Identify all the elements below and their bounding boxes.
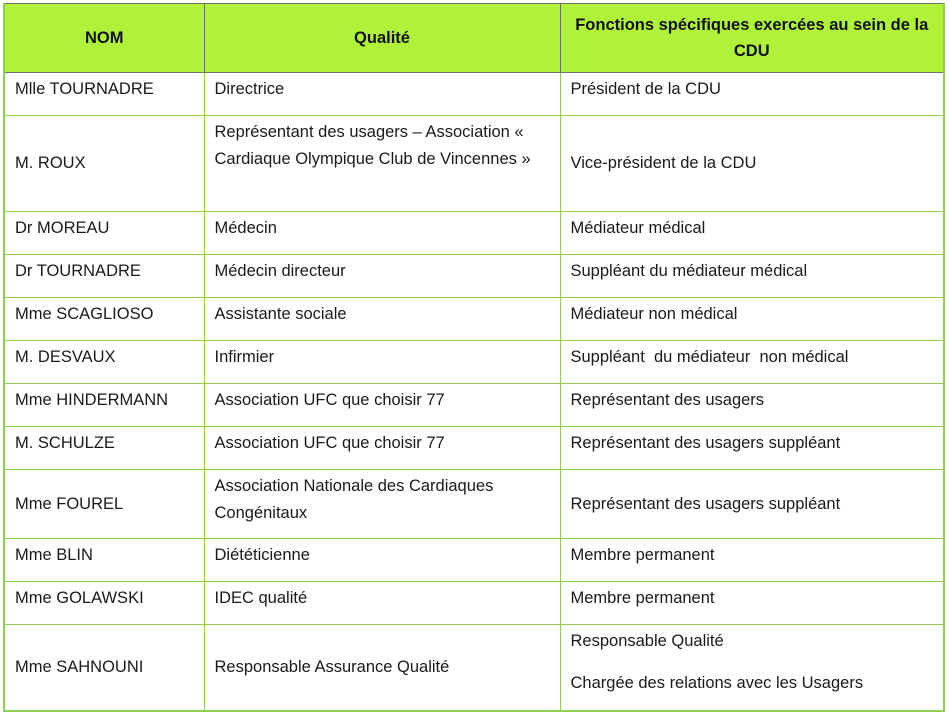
cell-qualite: Représentant des usagers – Association « Cardiaque Olympique Club de Vincennes » bbox=[204, 116, 560, 212]
cell-nom: M. SCHULZE bbox=[4, 427, 204, 470]
table-header-row bbox=[4, 4, 944, 73]
cell-nom: Mlle TOURNADRE bbox=[4, 73, 204, 116]
cell-nom: Mme FOUREL bbox=[4, 470, 204, 539]
table-row bbox=[4, 255, 944, 298]
table-row bbox=[4, 625, 944, 711]
cell-qualite: Responsable Assurance Qualité bbox=[204, 625, 560, 711]
cell-qualite: Médecin bbox=[204, 212, 560, 255]
cell-fonction: Suppléant du médiateur non médical bbox=[560, 341, 944, 384]
cell-qualite: Association UFC que choisir 77 bbox=[204, 384, 560, 427]
cell-fonction bbox=[560, 625, 944, 711]
table-row bbox=[4, 427, 944, 470]
cell-nom: M. ROUX bbox=[4, 116, 204, 212]
cell-nom: M. DESVAUX bbox=[4, 341, 204, 384]
cell-fonction: Médiateur non médical bbox=[560, 298, 944, 341]
cell-nom: Dr TOURNADRE bbox=[4, 255, 204, 298]
table-row bbox=[4, 116, 944, 212]
cell-fonction: Suppléant du médiateur médical bbox=[560, 255, 944, 298]
header-fonctions: Fonctions spécifiques exercées au sein de la CDU bbox=[560, 4, 944, 73]
cell-nom: Mme SCAGLIOSO bbox=[4, 298, 204, 341]
cell-nom: Mme HINDERMANN bbox=[4, 384, 204, 427]
cell-qualite: Assistante sociale bbox=[204, 298, 560, 341]
cell-fonction: Représentant des usagers suppléant bbox=[560, 427, 944, 470]
cell-nom: Mme SAHNOUNI bbox=[4, 625, 204, 711]
cell-qualite: IDEC qualité bbox=[204, 582, 560, 625]
cell-fonction: Membre permanent bbox=[560, 582, 944, 625]
cell-fonction: Représentant des usagers bbox=[560, 384, 944, 427]
cell-qualite: Directrice bbox=[204, 73, 560, 116]
cell-nom: Mme BLIN bbox=[4, 539, 204, 582]
cell-qualite: Infirmier bbox=[204, 341, 560, 384]
cell-qualite: Association Nationale des Cardiaques Congénitaux bbox=[204, 470, 560, 539]
table-row bbox=[4, 582, 944, 625]
header-qualite: Qualité bbox=[204, 4, 560, 73]
cell-fonction: Médiateur médical bbox=[560, 212, 944, 255]
cell-fonction: Président de la CDU bbox=[560, 73, 944, 116]
table-row bbox=[4, 539, 944, 582]
cell-qualite: Association UFC que choisir 77 bbox=[204, 427, 560, 470]
table-row bbox=[4, 470, 944, 539]
table-row bbox=[4, 298, 944, 341]
table-row bbox=[4, 341, 944, 384]
cell-nom: Mme GOLAWSKI bbox=[4, 582, 204, 625]
cdu-members-table bbox=[3, 3, 945, 712]
cell-fonction: Vice-président de la CDU bbox=[560, 116, 944, 212]
cell-fonction: Représentant des usagers suppléant bbox=[560, 470, 944, 539]
cell-nom: Dr MOREAU bbox=[4, 212, 204, 255]
table-row bbox=[4, 73, 944, 116]
table-row bbox=[4, 384, 944, 427]
cell-qualite: Diététicienne bbox=[204, 539, 560, 582]
table-row bbox=[4, 212, 944, 255]
fonction-line-2: Chargée des relations avec les Usagers bbox=[570, 674, 864, 692]
cell-qualite: Médecin directeur bbox=[204, 255, 560, 298]
cell-fonction: Membre permanent bbox=[560, 539, 944, 582]
header-nom: NOM bbox=[4, 4, 204, 73]
fonction-line-1: Responsable Qualité bbox=[570, 632, 724, 650]
